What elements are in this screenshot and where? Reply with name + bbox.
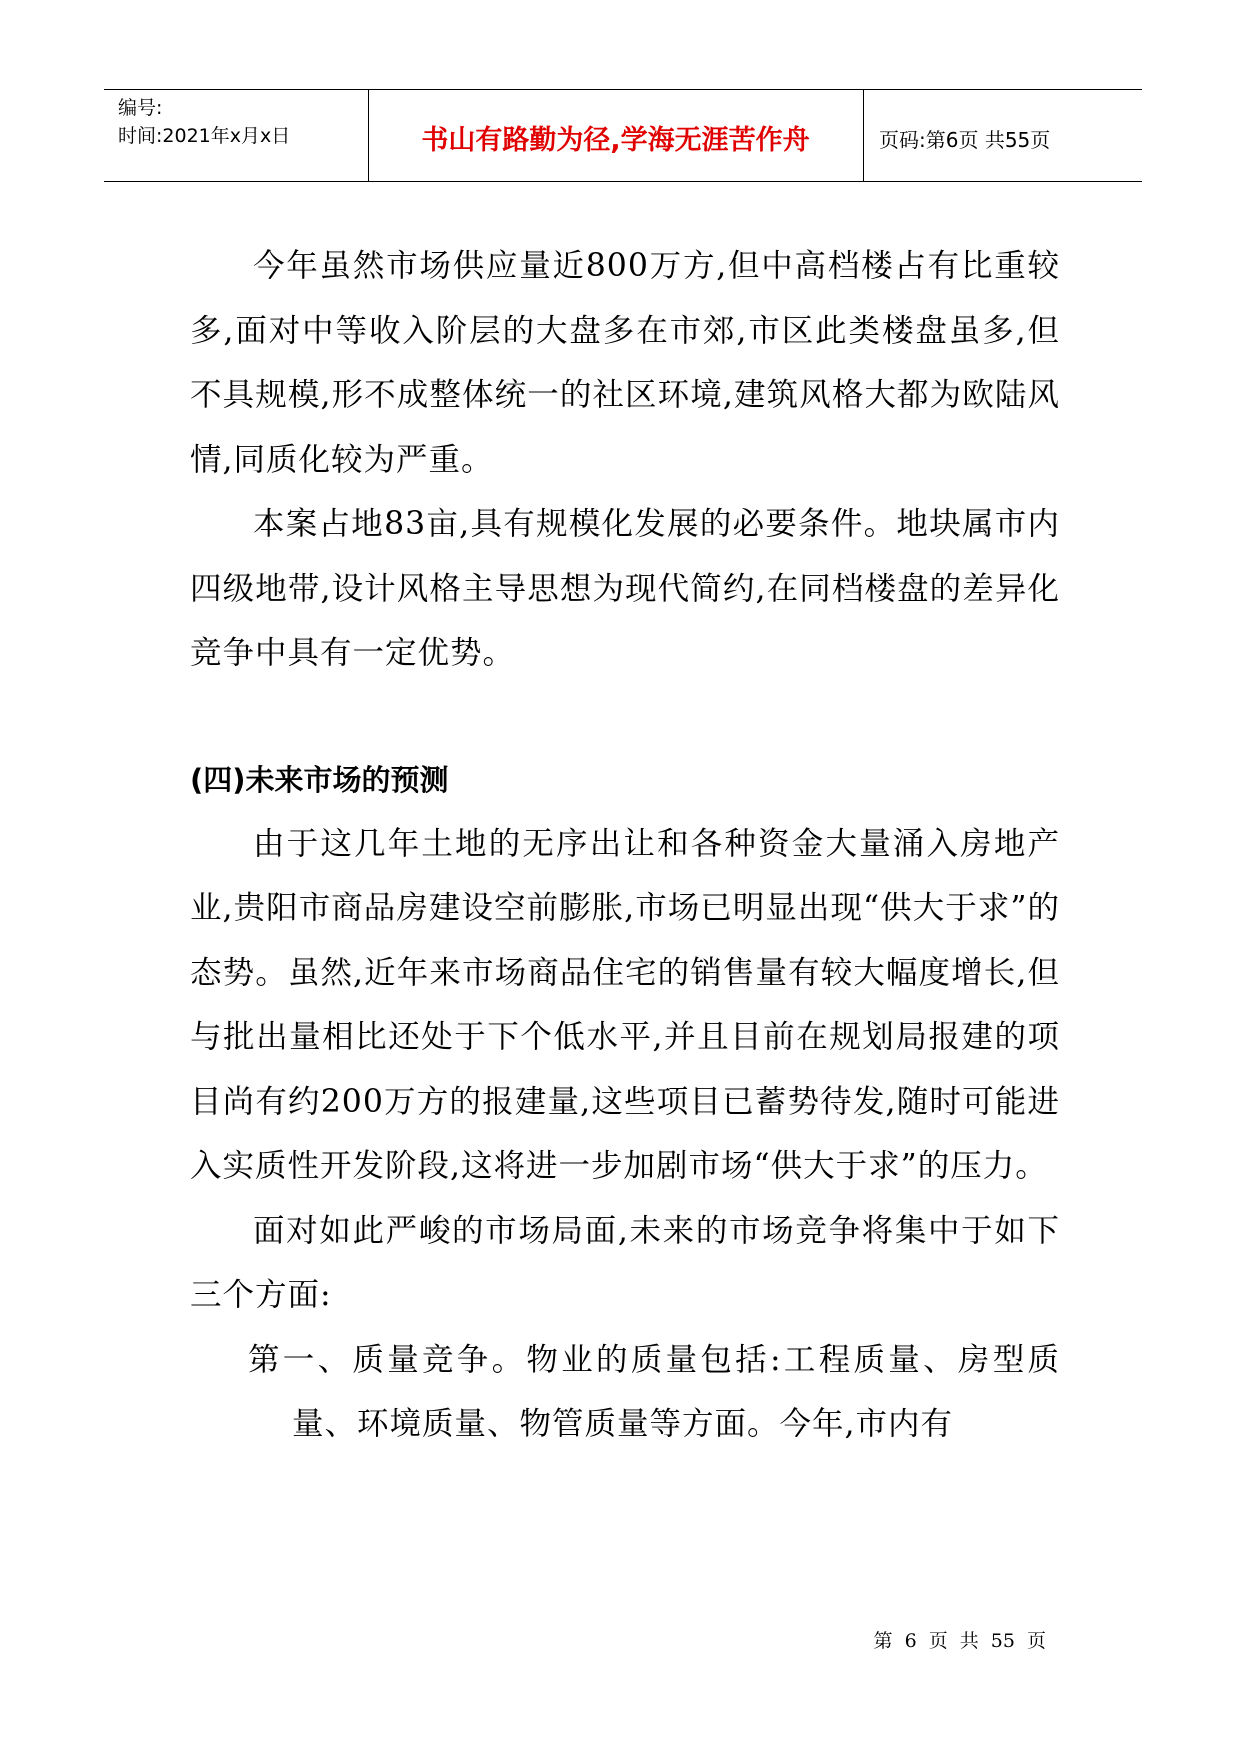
header-motto-cell [368, 90, 864, 181]
section-heading: (四)未来市场的预测 [190, 762, 449, 797]
body-paragraph: 面对如此严峻的市场局面,未来的市场竞争将集中于如下三个方面: [190, 1212, 1060, 1313]
header-motto: 书山有路勤为径,学海无涯苦作舟 [421, 125, 810, 156]
header-meta-cell [104, 90, 369, 181]
body-paragraph: 本案占地83亩,具有规模化发展的必要条件。地块属市内四级地带,设计风格主导思想为现代简约,在同档楼盘的差异化竞争中具有一定优势。 [190, 506, 1060, 671]
document-body [190, 234, 1060, 1457]
page-footer: 第 6 页 共 55 页 [873, 1630, 1046, 1652]
page-header [104, 89, 1142, 182]
document-time-label: 时间:2021年x月x日 [118, 125, 291, 147]
document-number-label: 编号: [118, 97, 163, 119]
body-paragraph: 今年虽然市场供应量近800万方,但中高档楼占有比重较多,面对中等收入阶层的大盘多在市郊,市区此类楼盘虽多,但不具规模,形不成整体统一的社区环境,建筑风格大都为欧陆风情,同质化较为严重。 [190, 248, 1060, 478]
section-spacer [190, 686, 1060, 748]
list-item: 第一、质量竞争。物业的质量包括:工程质量、房型质量、环境质量、物管质量等方面。今年,市内有 [248, 1341, 1060, 1442]
body-paragraph: 由于这几年土地的无序出让和各种资金大量涌入房地产业,贵阳市商品房建设空前膨胀,市场已明显出现“供大于求”的态势。虽然,近年来市场商品住宅的销售量有较大幅度增长,但与批出量相比还处于下个低水平,并且目前在规划局报建的项目尚有约200万方的报建量,这些项目已蓄势待发,随时可能进入实质性开发阶段,这将进一步加剧市场“供大于求”的压力。 [190, 825, 1060, 1184]
header-page-cell [863, 90, 1142, 181]
header-page-number: 页码:第6页 共55页 [879, 128, 1051, 152]
